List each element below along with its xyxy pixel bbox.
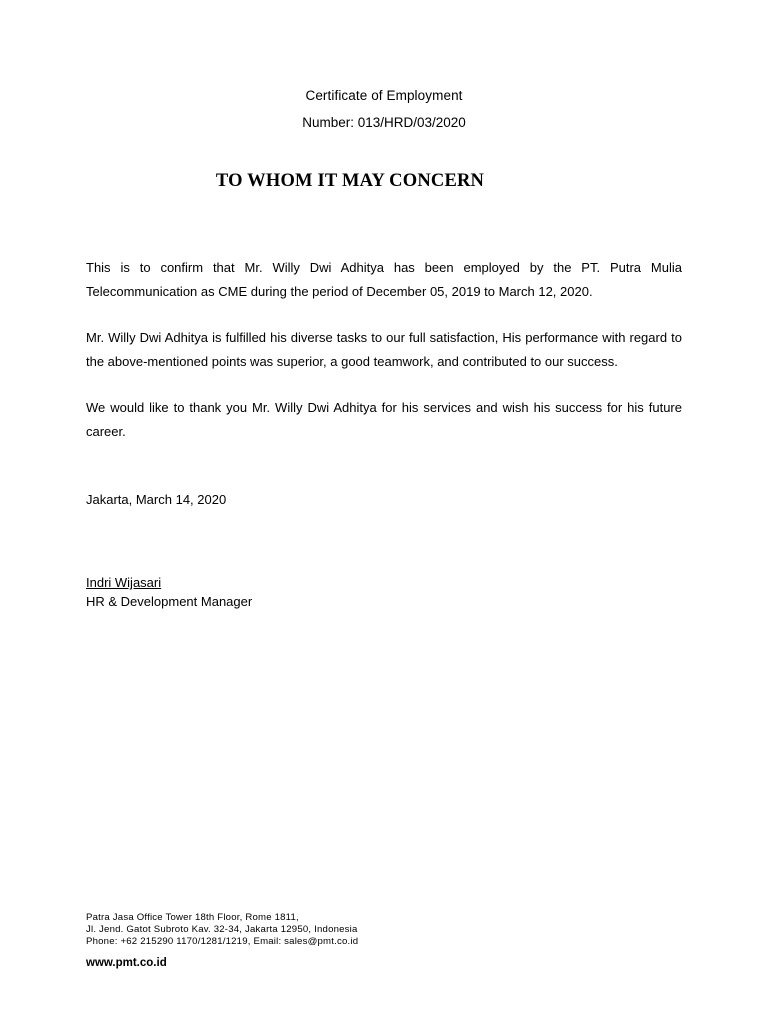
footer-address-block	[86, 912, 358, 948]
signatory-name: Indri Wijasari	[86, 575, 162, 590]
paragraph-thanks: We would like to thank you Mr. Willy Dwi Adhitya for his services and wish his success for his future career.	[86, 400, 682, 439]
paragraph-confirmation: This is to confirm that Mr. Willy Dwi Adhitya has been employed by the PT. Putra Mulia Telecommunication as CME during the period of December 05, 2019 to March 12, 2020.	[86, 260, 682, 299]
place-and-date: Jakarta, March 14, 2020	[86, 492, 227, 507]
footer-website-link[interactable]: www.pmt.co.id	[86, 957, 167, 969]
footer-address-line-1: Patra Jasa Office Tower 18th Floor, Rome 1811,	[86, 912, 299, 923]
salutation-heading: TO WHOM IT MAY CONCERN	[215, 171, 485, 191]
signatory-title: HR & Development Manager	[86, 594, 253, 609]
certificate-title: Certificate of Employment	[305, 88, 463, 103]
footer-contact: Phone: +62 215290 1170/1281/1219, Email: sales@pmt.co.id	[86, 936, 359, 947]
certificate-number: Number: 013/HRD/03/2020	[302, 115, 466, 130]
paragraph-performance: Mr. Willy Dwi Adhitya is fulfilled his diverse tasks to our full satisfaction, His performance with regard to the above-mentioned points was superior, a good teamwork, and contributed to our success.	[86, 330, 682, 369]
footer-address-line-2: Jl. Jend. Gatot Subroto Kav. 32-34, Jakarta 12950, Indonesia	[86, 924, 358, 935]
